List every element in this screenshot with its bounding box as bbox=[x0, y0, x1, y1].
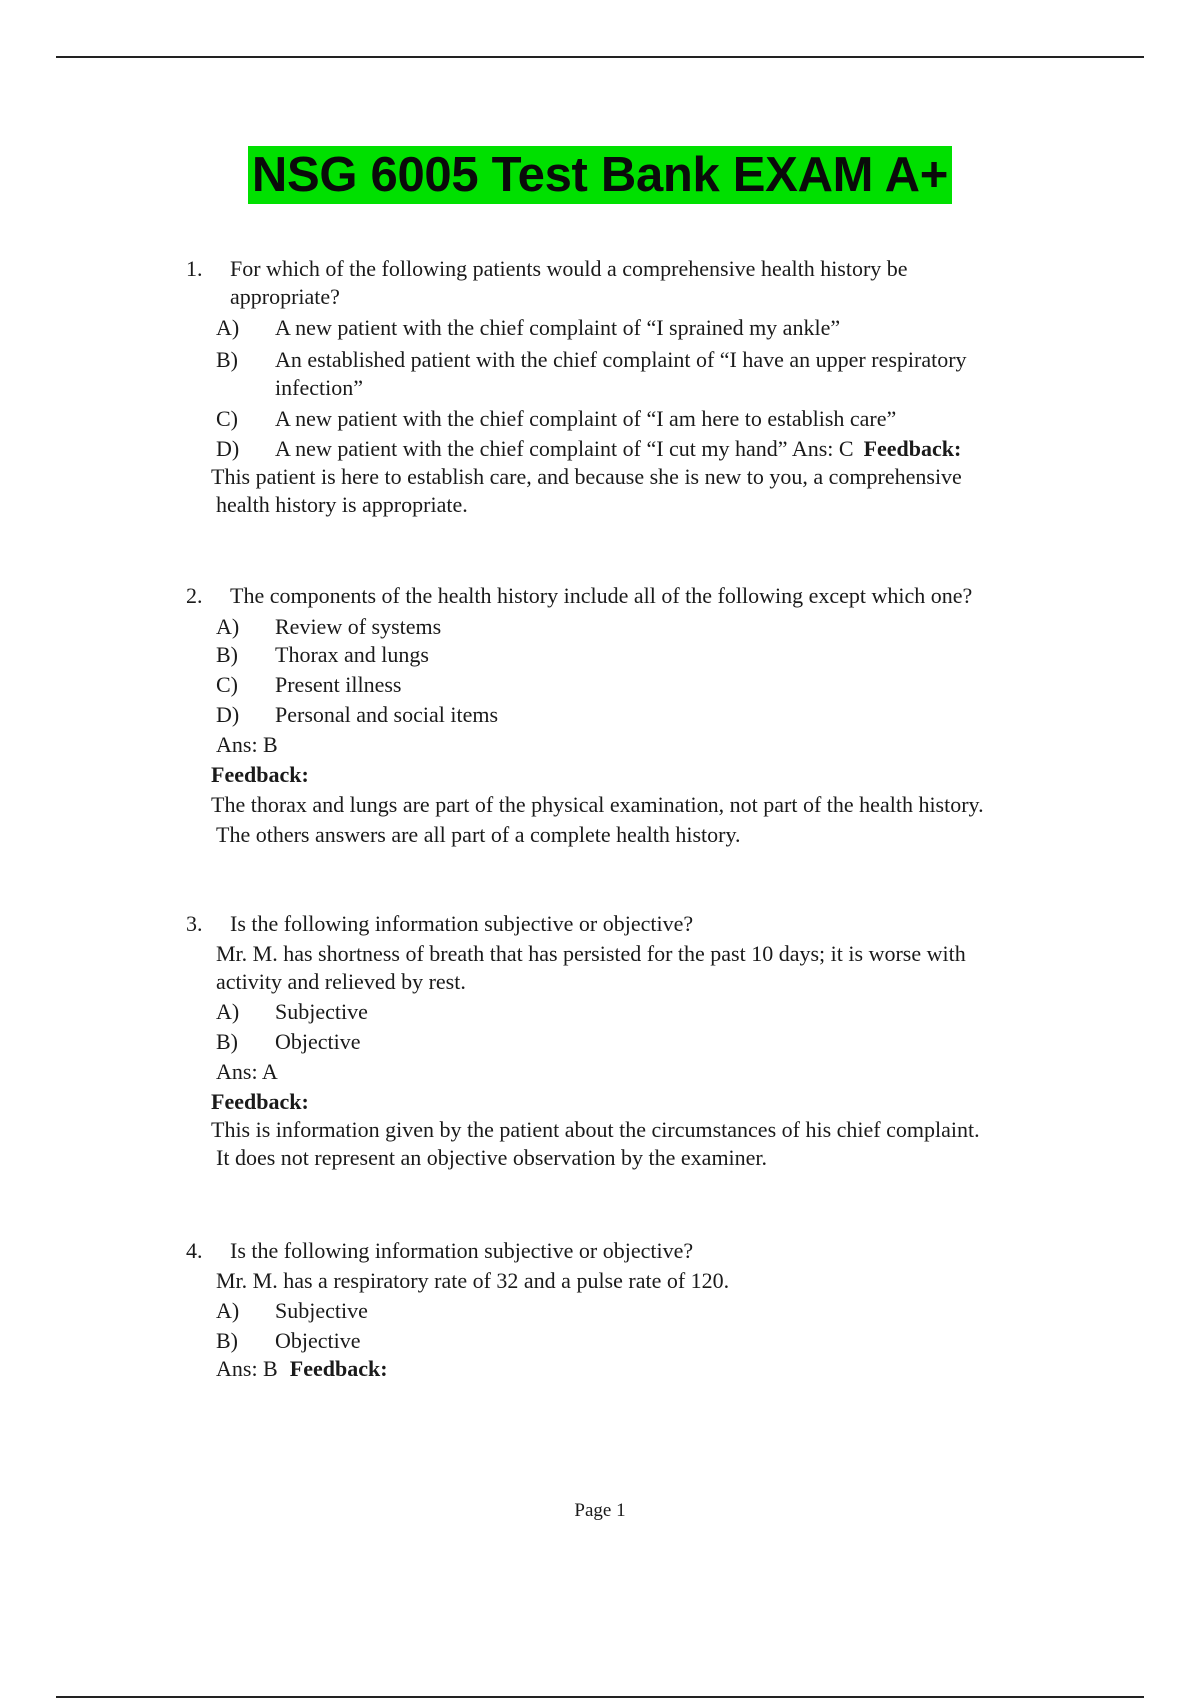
question-detail: Mr. M. has a respiratory rate of 32 and a pulse rate of 120. bbox=[216, 1268, 730, 1293]
question-stem: appropriate? bbox=[230, 284, 340, 309]
option-text bbox=[275, 435, 961, 463]
feedback-text: The others answers are all part of a complete health history. bbox=[216, 822, 741, 847]
question-stem: Is the following information subjective or objective? bbox=[230, 1238, 694, 1263]
option-letter: C) bbox=[216, 406, 238, 431]
option-text: A new patient with the chief complaint of “I sprained my ankle” bbox=[275, 315, 841, 340]
answer: Ans: A bbox=[216, 1059, 278, 1084]
feedback-label: Feedback: bbox=[863, 436, 962, 461]
option-letter: A) bbox=[216, 1298, 240, 1323]
feedback-text: This is information given by the patient about the circumstances of his chief complaint. bbox=[211, 1117, 980, 1142]
feedback-text: This patient is here to establish care, and because she is new to you, a comprehensive bbox=[211, 464, 962, 489]
answer: Ans: B bbox=[216, 732, 278, 757]
question-detail: Mr. M. has shortness of breath that has persisted for the past 10 days; it is worse with bbox=[216, 941, 966, 966]
top-rule bbox=[56, 56, 1144, 58]
option-letter: B) bbox=[216, 1328, 238, 1353]
option-text: infection” bbox=[275, 375, 363, 400]
question-stem: Is the following information subjective or objective? bbox=[230, 911, 694, 936]
bottom-rule bbox=[56, 1696, 1144, 1698]
question-stem: The components of the health history include all of the following except which one? bbox=[230, 583, 973, 608]
option-text: A new patient with the chief complaint of “I am here to establish care” bbox=[275, 406, 897, 431]
feedback-text: The thorax and lungs are part of the physical examination, not part of the health history. bbox=[211, 792, 984, 817]
title-wrap bbox=[0, 146, 1200, 204]
answer-line bbox=[216, 1355, 388, 1383]
option-text: Present illness bbox=[275, 672, 402, 697]
question-stem: For which of the following patients would a comprehensive health history be bbox=[230, 256, 908, 281]
question-number: 3. bbox=[186, 911, 203, 936]
feedback-label: Feedback: bbox=[211, 762, 309, 787]
feedback-label: Feedback: bbox=[289, 1356, 388, 1381]
question-number: 2. bbox=[186, 583, 203, 608]
question-number: 4. bbox=[186, 1238, 203, 1263]
option-letter: A) bbox=[216, 999, 240, 1024]
option-letter: A) bbox=[216, 614, 240, 639]
document-title: NSG 6005 Test Bank EXAM A+ bbox=[248, 146, 952, 204]
question-number: 1. bbox=[186, 256, 203, 281]
option-text: Personal and social items bbox=[275, 702, 499, 727]
option-text: Objective bbox=[275, 1328, 361, 1353]
option-text: An established patient with the chief complaint of “I have an upper respiratory bbox=[275, 347, 967, 372]
option-letter: B) bbox=[216, 347, 238, 372]
option-text: Subjective bbox=[275, 1298, 368, 1323]
page-number: Page 1 bbox=[574, 1500, 626, 1521]
option-letter: D) bbox=[216, 436, 240, 461]
option-letter: B) bbox=[216, 642, 238, 667]
option-text: Subjective bbox=[275, 999, 368, 1024]
option-text-body: A new patient with the chief complaint of “I cut my hand” Ans: C bbox=[275, 436, 854, 461]
option-letter: B) bbox=[216, 1029, 238, 1054]
option-letter: D) bbox=[216, 702, 240, 727]
feedback-text: It does not represent an objective observation by the examiner. bbox=[216, 1145, 768, 1170]
option-text: Review of systems bbox=[275, 614, 442, 639]
answer: Ans: B bbox=[216, 1356, 278, 1381]
option-letter: C) bbox=[216, 672, 238, 697]
option-text: Thorax and lungs bbox=[275, 642, 429, 667]
question-detail: activity and relieved by rest. bbox=[216, 969, 466, 994]
option-letter: A) bbox=[216, 315, 240, 340]
feedback-text: health history is appropriate. bbox=[216, 492, 468, 517]
option-text: Objective bbox=[275, 1029, 361, 1054]
feedback-label: Feedback: bbox=[211, 1089, 309, 1114]
